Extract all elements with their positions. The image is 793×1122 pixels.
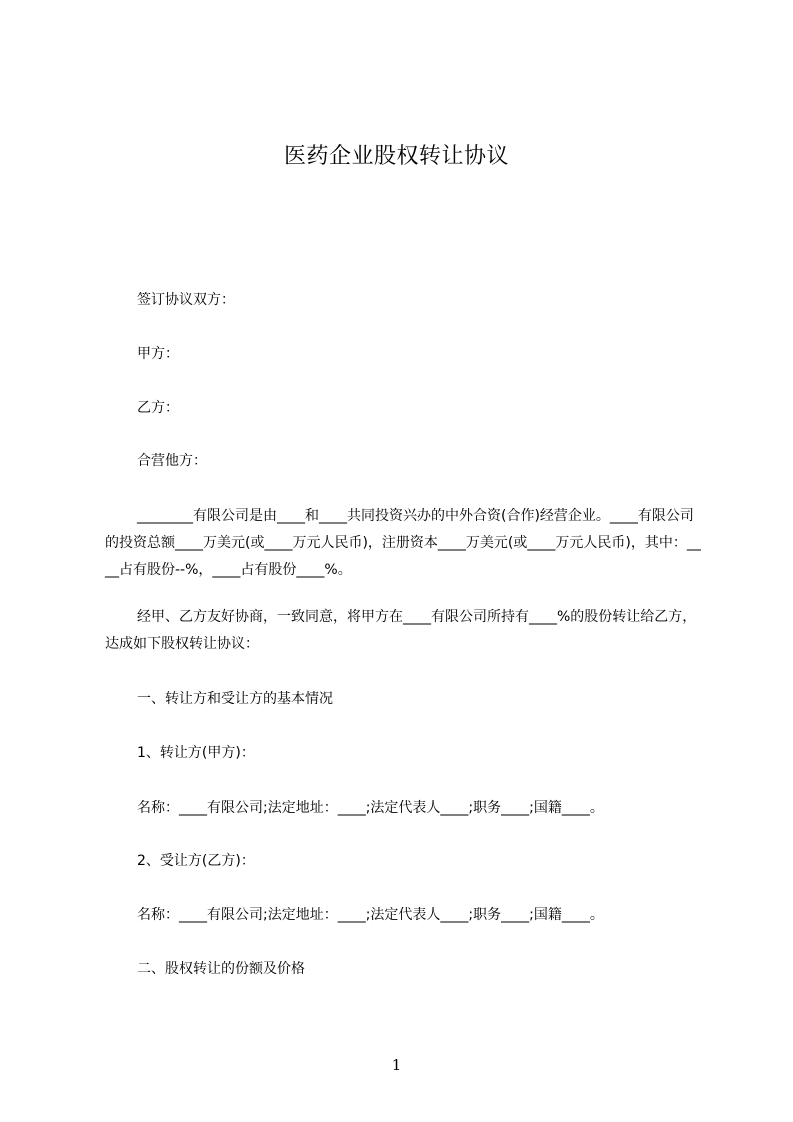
transferor-details: 名称：____有限公司;法定地址：____;法定代表人____;职务____;国籍____。 bbox=[137, 800, 604, 816]
party-b-label: 乙方： bbox=[137, 400, 179, 416]
company-investment-paragraph: ________有限公司是由____和____共同投资兴办的中外合资(合作)经营企业。____有限公司的投资总额____万美元(或____万元人民币)，注册资本____万美元(或____万元人民币)，其中：____占有股份--%，____占有股份____%。 bbox=[105, 508, 701, 578]
document-title: 医药企业股权转让协议 bbox=[283, 144, 509, 169]
transferee-details: 名称：____有限公司;法定地址：____;法定代表人____;职务____;国籍____。 bbox=[137, 907, 604, 923]
party-a-label: 甲方： bbox=[137, 346, 179, 362]
transferee-heading: 2、受让方(乙方)： bbox=[137, 853, 255, 869]
other-joint-venture-party-label: 合营他方： bbox=[137, 453, 207, 469]
section-heading-share-price: 二、股权转让的份额及价格 bbox=[137, 961, 305, 977]
section-heading-basic-information: 一、转让方和受让方的基本情况 bbox=[137, 691, 333, 707]
transferor-heading: 1、转让方(甲方)： bbox=[137, 745, 255, 761]
page-number: 1 bbox=[391, 1056, 402, 1074]
signing-parties-label: 签订协议双方： bbox=[137, 292, 235, 308]
share-transfer-agreement-paragraph: 经甲、乙方友好协商，一致同意，将甲方在____有限公司所持有____%的股份转让给乙方，达成如下股权转让协议： bbox=[105, 609, 697, 652]
